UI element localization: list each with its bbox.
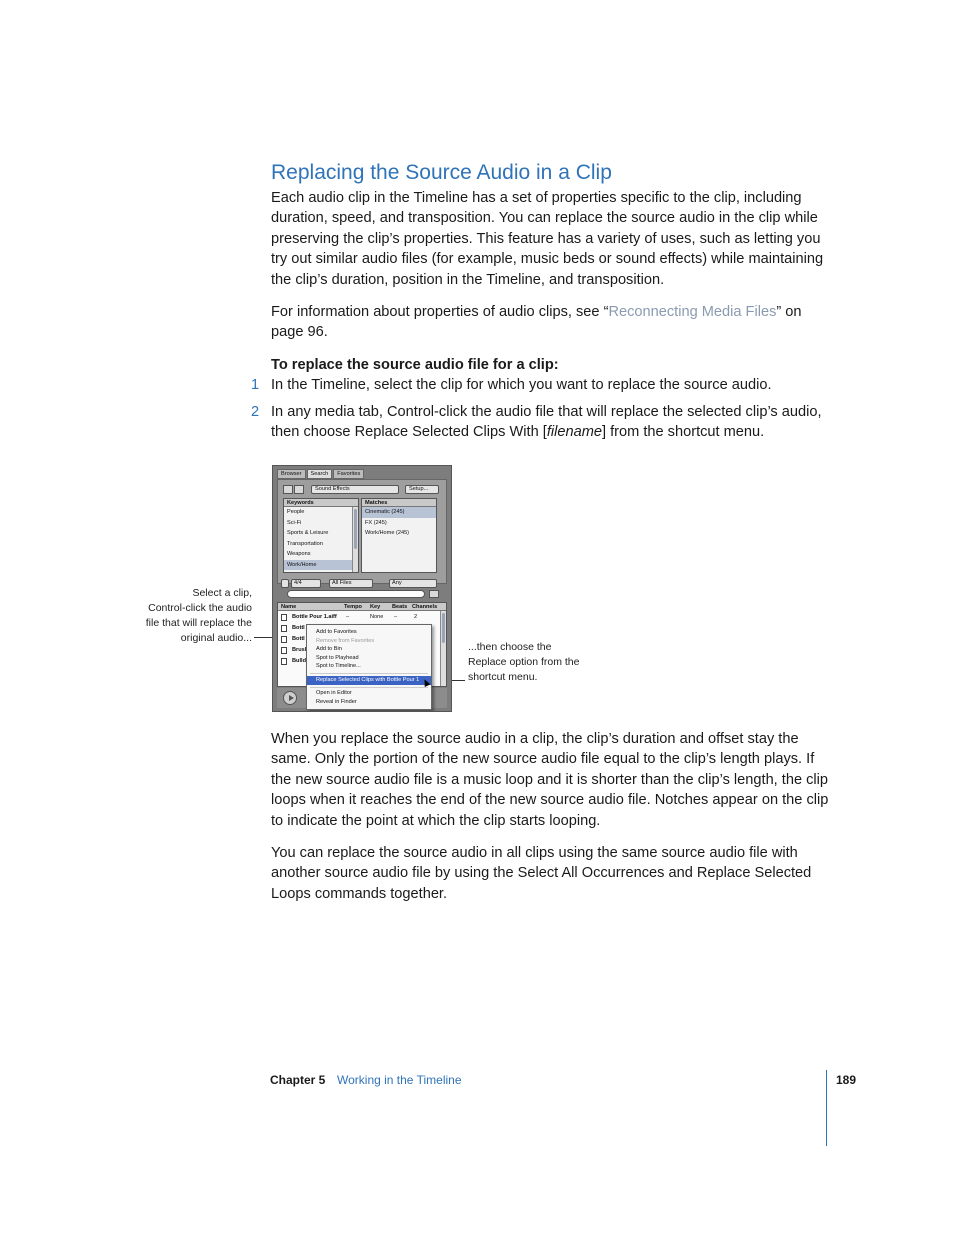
result-name: Bottl bbox=[292, 625, 305, 631]
setup-button[interactable]: Setup... bbox=[405, 485, 439, 494]
footer-divider bbox=[826, 1070, 827, 1146]
file-type-popup[interactable]: All Files bbox=[329, 579, 373, 588]
callout-left-line: Control-click the audio bbox=[148, 602, 252, 614]
callout-left-line: Select a clip, bbox=[192, 587, 252, 599]
callout-left-line: file that will replace the bbox=[145, 617, 252, 629]
button-view-icon[interactable] bbox=[294, 485, 304, 494]
menu-separator bbox=[310, 687, 428, 688]
matches-header: Matches bbox=[362, 499, 436, 507]
time-signature-popup[interactable]: 4/4 bbox=[291, 579, 321, 588]
callout-right bbox=[468, 640, 608, 685]
col-channels[interactable]: Channels bbox=[412, 604, 438, 610]
scroll-thumb[interactable] bbox=[354, 509, 357, 549]
result-beats: – bbox=[394, 614, 398, 620]
step-1-text: In the Timeline, select the clip for which you want to replace the source audio. bbox=[271, 377, 772, 393]
step-2-text bbox=[271, 402, 831, 443]
match-item[interactable]: Work/Home (245) bbox=[365, 530, 410, 536]
search-input[interactable] bbox=[287, 590, 425, 598]
match-item[interactable]: FX (245) bbox=[365, 519, 387, 526]
play-icon[interactable] bbox=[283, 691, 297, 705]
step-2-filename: filename bbox=[546, 424, 602, 441]
menu-item-add-to-bin[interactable]: Add to Bin bbox=[316, 646, 342, 652]
tab-browser[interactable]: Browser bbox=[277, 469, 306, 479]
audio-file-icon bbox=[281, 647, 287, 654]
result-name: Brusl bbox=[292, 647, 307, 653]
callout-left-line: original audio... bbox=[180, 632, 252, 644]
col-name[interactable]: Name bbox=[281, 604, 297, 610]
table-row[interactable] bbox=[278, 612, 446, 623]
col-key[interactable]: Key bbox=[370, 604, 381, 610]
keywords-scrollbar[interactable] bbox=[352, 507, 358, 572]
keyword-item[interactable]: Transportation bbox=[287, 540, 323, 547]
callout-right-line: Replace option from the bbox=[468, 656, 580, 668]
intro-paragraph: Each audio clip in the Timeline has a set of properties specific to the clip, including duration, speed, and transposition. You can replace the source audio in the clip while preserving the clip’s properties. This feature has a variety of uses, such as letting you try out similar audio files (for example, music beds or sound effects) while maintaining the clip’s duration, position in the Timeline, and transposition. bbox=[271, 190, 824, 288]
results-header bbox=[278, 603, 446, 611]
page-title: Replacing the Source Audio in a Clip bbox=[271, 161, 612, 184]
shortcut-menu bbox=[306, 624, 432, 710]
category-popup[interactable]: Sound Effects bbox=[311, 485, 399, 494]
audio-file-icon bbox=[281, 636, 287, 643]
footer-chapter: Chapter 5 bbox=[270, 1073, 326, 1087]
result-name: Bottl bbox=[292, 636, 305, 642]
info-text-after: ” on page 96. bbox=[271, 304, 802, 341]
audio-file-icon bbox=[281, 614, 287, 621]
col-beats[interactable]: Beats bbox=[392, 604, 408, 610]
result-key: None bbox=[370, 614, 384, 620]
menu-item-reveal-in-finder[interactable]: Reveal in Finder bbox=[316, 698, 357, 705]
menu-item-add-to-favorites[interactable]: Add to Favorites bbox=[316, 629, 357, 635]
result-name: Bottle Pour 1.aiff bbox=[292, 614, 337, 620]
keyword-item[interactable]: People bbox=[287, 509, 305, 515]
step-2-number: 2 bbox=[251, 404, 260, 420]
keyword-item[interactable]: Sci-Fi bbox=[287, 519, 302, 526]
result-channels: 2 bbox=[414, 614, 418, 620]
tab-favorites[interactable]: Favorites bbox=[333, 469, 364, 479]
audio-file-icon bbox=[281, 625, 287, 632]
keyword-item[interactable]: Weapons bbox=[287, 551, 311, 557]
info-text-before: For information about properties of audio clips, see “ bbox=[271, 304, 609, 320]
col-tempo[interactable]: Tempo bbox=[344, 604, 362, 610]
keywords-header: Keywords bbox=[284, 499, 358, 507]
menu-separator bbox=[310, 673, 428, 674]
step-2-text-after: ] from the shortcut menu. bbox=[601, 424, 765, 441]
reconnecting-media-files-link[interactable]: Reconnecting Media Files bbox=[608, 304, 777, 320]
keyword-item[interactable]: Sports & Leisure bbox=[287, 530, 329, 536]
audio-file-icon bbox=[281, 658, 287, 665]
tab-search[interactable]: Search bbox=[307, 469, 333, 479]
callout-right-line: shortcut menu. bbox=[468, 671, 538, 683]
menu-item-open-in-editor[interactable]: Open in Editor bbox=[316, 690, 352, 696]
matches-list bbox=[361, 498, 437, 573]
info-paragraph bbox=[271, 302, 831, 343]
match-item[interactable]: Cinematic (245) bbox=[362, 507, 436, 518]
keywords-list bbox=[283, 498, 359, 573]
step-2-text-before: In any media tab, Control-click the audio file that will replace the selected clip’s audio, then choose Replace Selected Clips With [ bbox=[271, 404, 822, 441]
results-scrollbar[interactable] bbox=[440, 611, 446, 686]
menu-item-replace-selected-clips[interactable]: Replace Selected Clips with Bottle Pour 1 bbox=[307, 676, 431, 685]
reset-button[interactable] bbox=[429, 590, 439, 598]
column-view-icon[interactable] bbox=[283, 485, 293, 494]
media-tabs bbox=[277, 469, 365, 479]
menu-item-spot-to-playhead[interactable]: Spot to Playhead bbox=[316, 654, 359, 661]
media-browser-screenshot bbox=[272, 465, 452, 712]
menu-item-remove-from-favorites: Remove from Favorites bbox=[316, 637, 375, 644]
footer-section-link[interactable]: Working in the Timeline bbox=[337, 1073, 462, 1087]
keyword-item[interactable]: Work/Home bbox=[284, 560, 358, 571]
menu-item-spot-to-timeline[interactable]: Spot to Timeline... bbox=[316, 663, 361, 669]
scroll-thumb[interactable] bbox=[442, 613, 445, 643]
page-number: 189 bbox=[836, 1073, 857, 1087]
procedure-heading: To replace the source audio file for a clip: bbox=[271, 357, 559, 373]
body-paragraph-1: When you replace the source audio in a clip, the clip’s duration and offset stay the same. Only the portion of the new source audio file equal to the clip’s length plays. If the new source audio file is a music loop and it is shorter than the clip’s length, the clip loops when it reaches the end of the new source audio file. Notches appear on the clip to indicate the point at which the clip starts looping. bbox=[271, 731, 829, 829]
key-popup[interactable]: Any bbox=[389, 579, 437, 588]
search-toolbar bbox=[279, 485, 445, 495]
time-signature-icon bbox=[281, 579, 289, 588]
callout-right-line: ...then choose the bbox=[468, 641, 552, 653]
body-paragraph-2: You can replace the source audio in all clips using the same source audio file with another source audio file by using the Select All Occurrences and Replace Selected Loops commands together. bbox=[271, 845, 812, 902]
callout-left bbox=[120, 586, 252, 646]
step-1-number: 1 bbox=[251, 377, 260, 393]
result-tempo: – bbox=[346, 614, 350, 620]
result-name: Bulld bbox=[292, 658, 306, 664]
